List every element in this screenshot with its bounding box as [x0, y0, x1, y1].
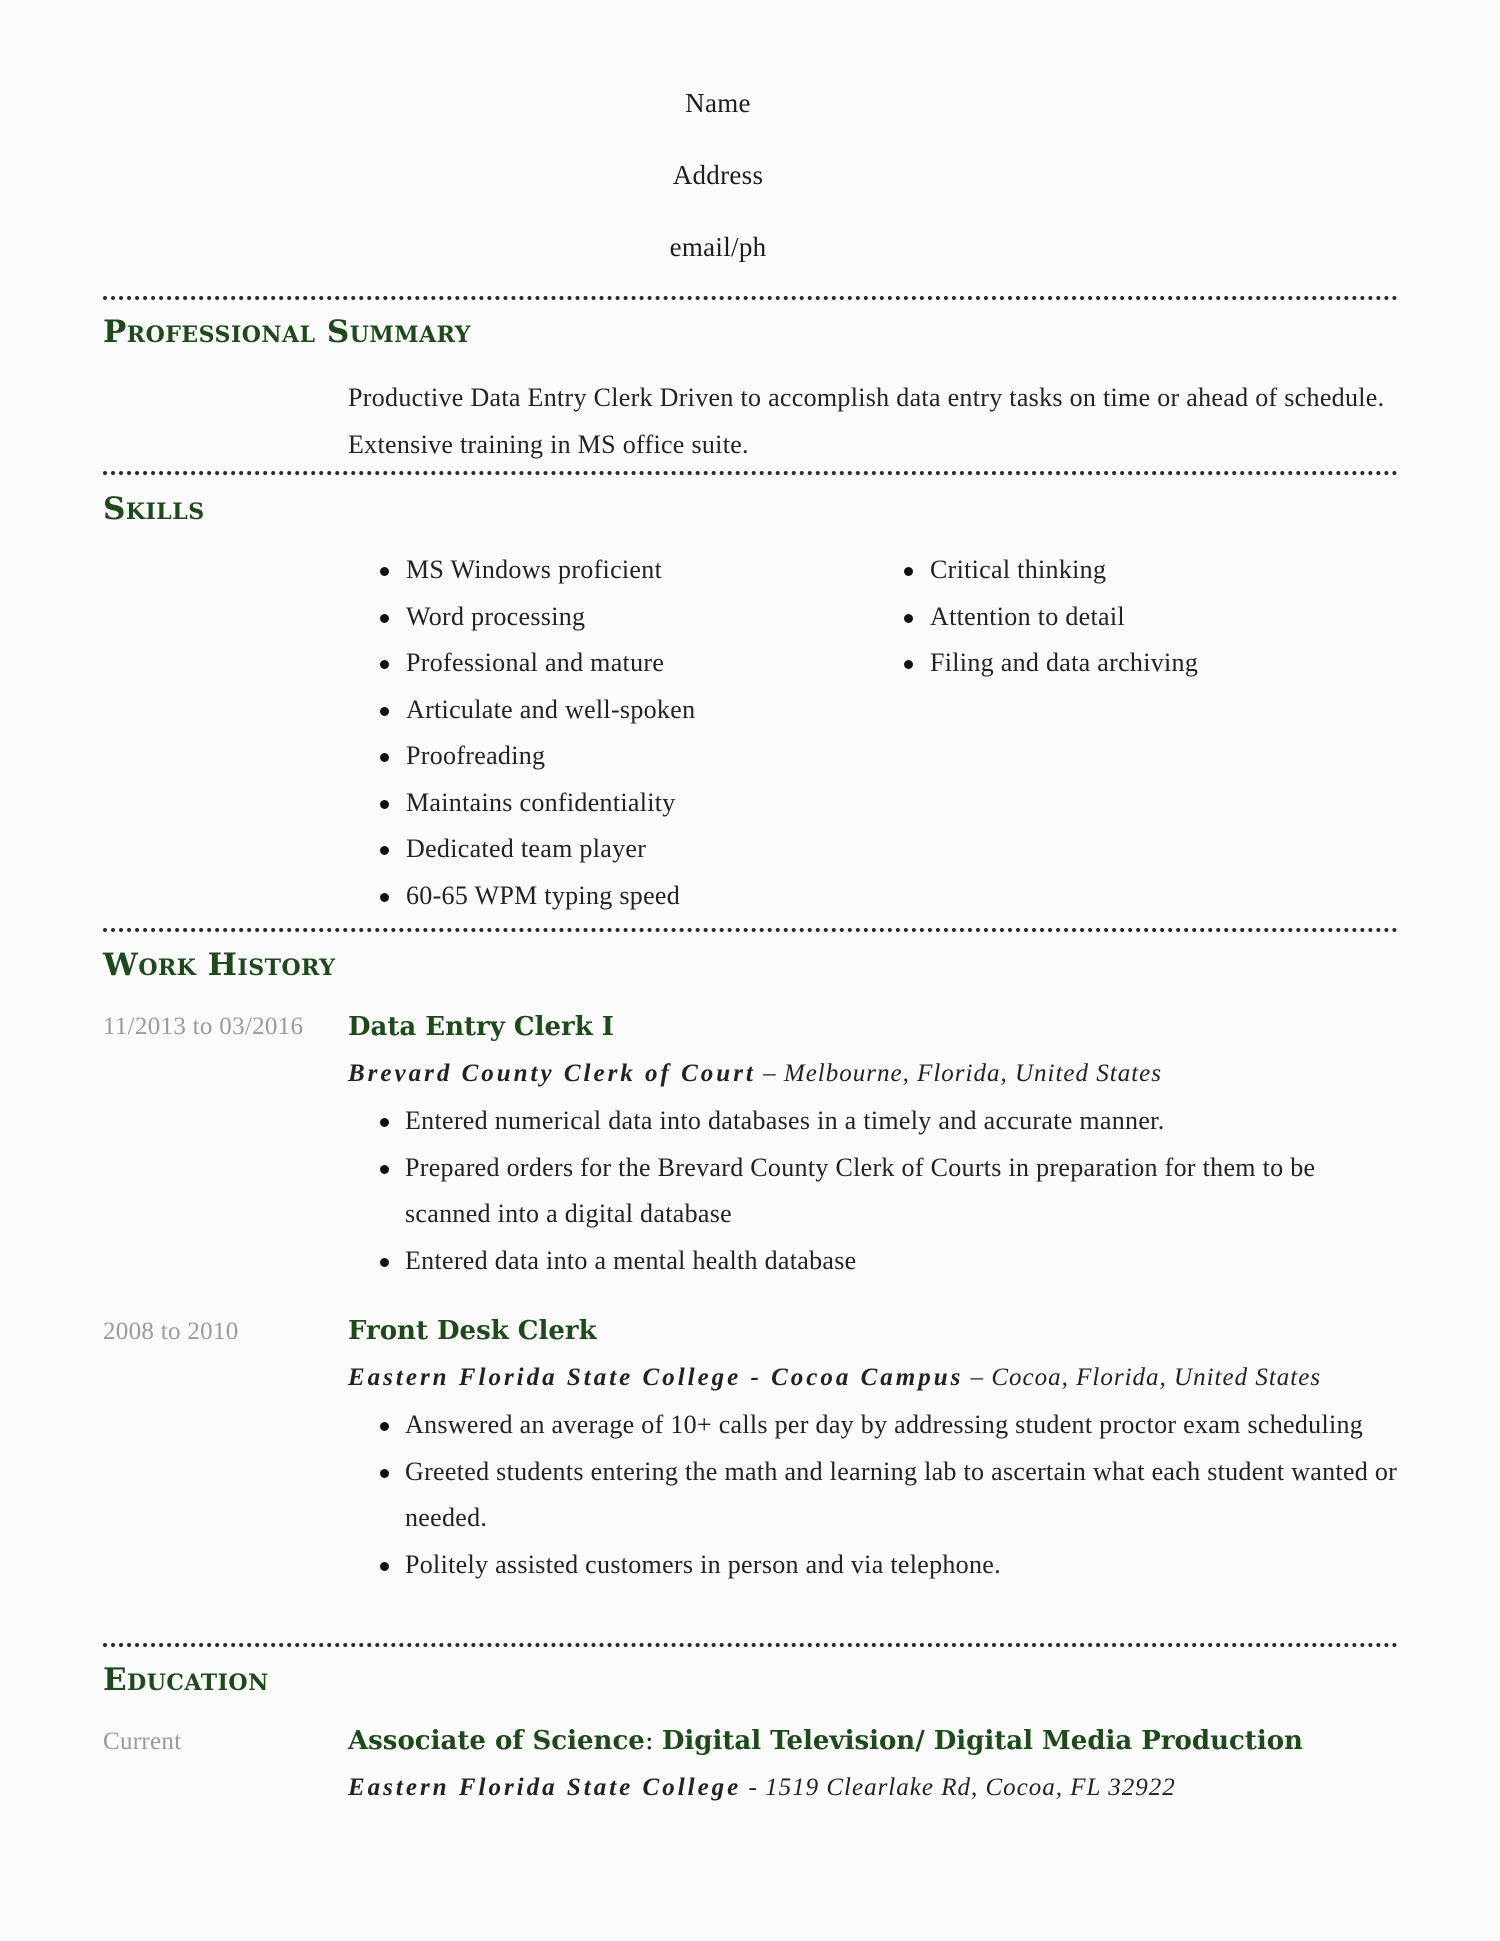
responsibility-item: Entered data into a mental health database: [380, 1238, 1400, 1285]
job-responsibilities: [380, 1402, 1400, 1588]
job-responsibilities: [380, 1098, 1400, 1284]
skill-item: Critical thinking: [904, 547, 1198, 594]
skills-list-right: [904, 547, 1198, 687]
job-title: Data Entry Clerk I: [348, 1012, 614, 1042]
responsibility-item: Greeted students entering the math and learning lab to ascertain what each student wanted or needed.: [380, 1449, 1400, 1542]
skill-item: MS Windows proficient: [380, 547, 695, 594]
skill-item: Maintains confidentiality: [380, 780, 695, 827]
skill-item: Dedicated team player: [380, 826, 695, 873]
job-dates: 2008 to 2010: [103, 1318, 239, 1345]
summary-heading: Professional Summary: [103, 314, 471, 350]
education-heading: Education: [103, 1662, 269, 1698]
skill-item: Professional and mature: [380, 640, 695, 687]
degree-line: [348, 1726, 1303, 1756]
skill-item: 60-65 WPM typing speed: [380, 873, 695, 920]
skill-item: Articulate and well-spoken: [380, 687, 695, 734]
section-divider: [103, 928, 1398, 932]
responsibility-item: Prepared orders for the Brevard County Clerk of Courts in preparation for them to be scanned into a digital database: [380, 1145, 1400, 1238]
candidate-address: Address: [672, 160, 764, 190]
job-employer-line: [348, 1364, 1321, 1392]
candidate-name: Name: [685, 88, 751, 118]
job-title: Front Desk Clerk: [348, 1316, 597, 1346]
school-address: - 1519 Clearlake Rd, Cocoa, FL 32922: [741, 1774, 1176, 1801]
candidate-contact: email/ph: [669, 232, 767, 262]
employer-name: Brevard County Clerk of Court: [348, 1060, 756, 1087]
responsibility-item: Answered an average of 10+ calls per day by addressing student proctor exam scheduling: [380, 1402, 1400, 1449]
skill-item: Attention to detail: [904, 594, 1198, 641]
skills-heading: Skills: [103, 491, 205, 527]
employer-location: – Melbourne, Florida, United States: [755, 1060, 1162, 1087]
section-divider: [103, 296, 1398, 300]
employer-name: Eastern Florida State College - Cocoa Campus: [348, 1364, 964, 1391]
school-name: Eastern Florida State College: [348, 1774, 742, 1801]
skills-list-left: [380, 547, 695, 919]
degree-name: Associate of Science: [348, 1726, 645, 1756]
job-dates: 11/2013 to 03/2016: [103, 1013, 304, 1040]
employer-location: – Cocoa, Florida, United States: [963, 1364, 1322, 1391]
education-date: Current: [103, 1728, 182, 1755]
responsibility-item: Entered numerical data into databases in a timely and accurate manner.: [380, 1098, 1400, 1145]
job-employer-line: [348, 1060, 1162, 1088]
work-history-heading: Work History: [103, 947, 336, 983]
summary-text: Productive Data Entry Clerk Driven to accomplish data entry tasks on time or ahead of schedule. Extensive training in MS office suite.: [348, 383, 1385, 459]
responsibility-item: Politely assisted customers in person and via telephone.: [380, 1542, 1400, 1589]
skill-item: Word processing: [380, 594, 695, 641]
section-divider: [103, 1643, 1398, 1647]
section-divider: [103, 471, 1398, 475]
degree-separator: :: [644, 1726, 662, 1756]
school-line: [348, 1774, 1176, 1802]
degree-field: Digital Television/ Digital Media Production: [661, 1726, 1303, 1756]
skill-item: Proofreading: [380, 733, 695, 780]
skill-item: Filing and data archiving: [904, 640, 1198, 687]
